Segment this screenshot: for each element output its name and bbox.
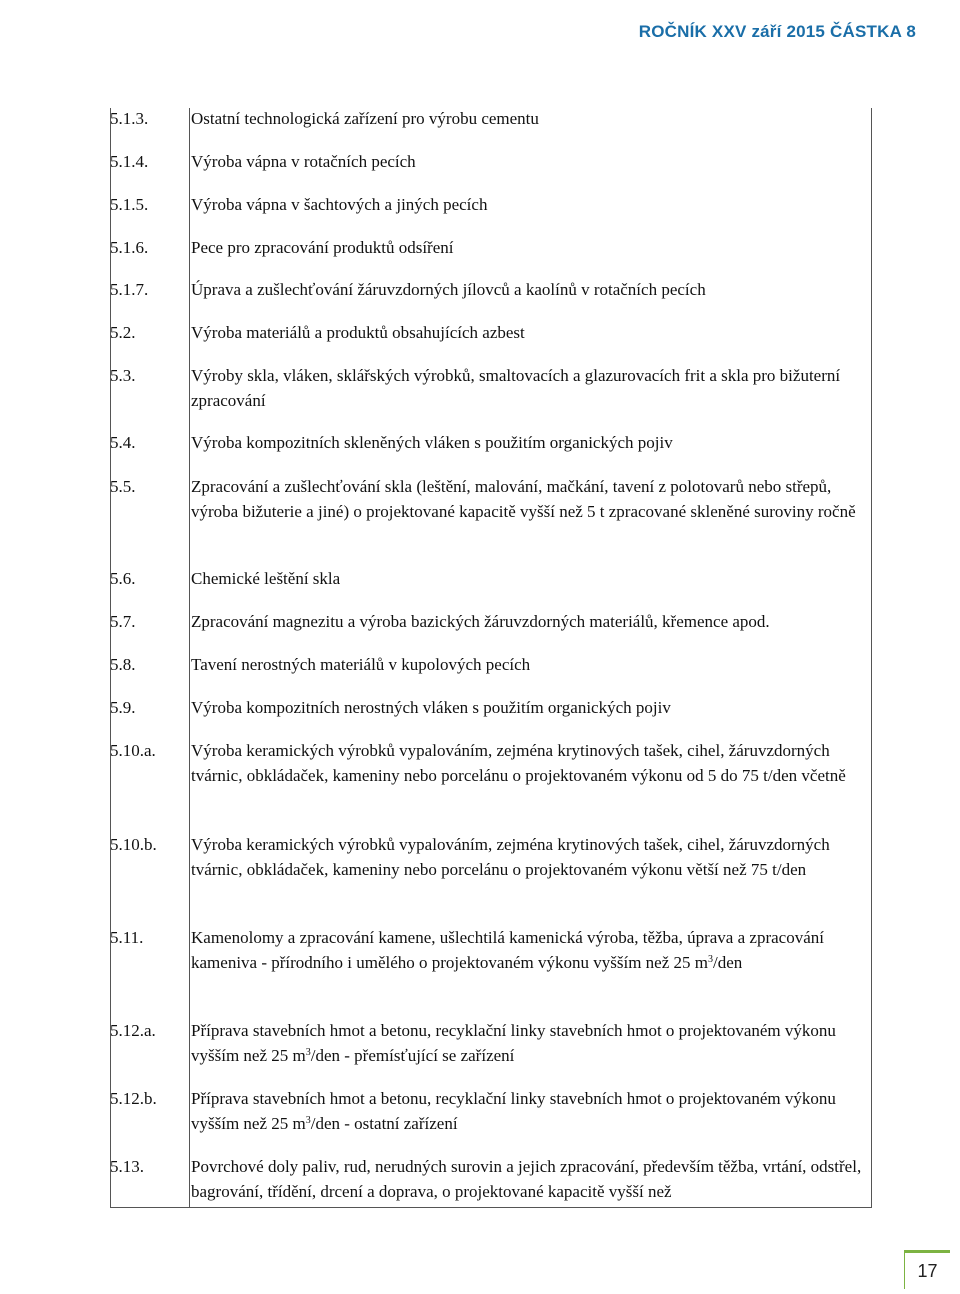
- row-number: 5.5.: [110, 477, 136, 496]
- row-number: 5.7.: [110, 612, 136, 631]
- row-text: Výroby skla, vláken, sklářských výrobků, smaltovacích a glazurovacích frit a skla pro bižuterní zpracování: [191, 366, 841, 410]
- row-text: Výroba vápna v šachtových a jiných pecích: [191, 195, 488, 214]
- row-text: Povrchové doly paliv, rud, nerudných surovin a jejich zpracování, především těžba, vrtání, odstřel, bagrování, třídění, drcení a doprava, o projektované kapacitě vyšší než: [191, 1157, 862, 1201]
- row-text: Kamenolomy a zpracování kamene, ušlechtilá kamenická výroba, těžba, úprava a zpracování kameniva - přírodního i umělého o projektovaném výkonu vyšším než 25 $m^3$/den: [191, 928, 824, 972]
- row-number: 5.11.: [110, 928, 144, 947]
- row-number: 5.9.: [110, 698, 136, 717]
- row-number: 5.12.a.: [110, 1021, 156, 1040]
- row-text: Příprava stavebních hmot a betonu, recyklační linky stavebních hmot o projektovaném výkonu vyšším než 25 $m^3$/den - ostatní zařízení: [191, 1089, 836, 1133]
- row-number: 5.4.: [110, 433, 136, 452]
- row-number: 5.13.: [110, 1157, 144, 1176]
- row-text: Výroba keramických výrobků vypalováním, zejména krytinových tašek, cihel, žáruvzdorných tvárnic, obkládaček, kameniny nebo porcelánu o projektovaném výkonu od 5 do 75 t/den včetně: [191, 741, 846, 785]
- row-text: Tavení nerostných materiálů v kupolových pecích: [191, 655, 531, 674]
- row-number: 5.1.6.: [110, 238, 149, 257]
- row-number: 5.6.: [110, 569, 136, 588]
- row-text: Výroba materiálů a produktů obsahujících azbest: [191, 323, 525, 342]
- row-text: Zpracování a zušlechťování skla (leštění, malování, mačkání, tavení z polotovarů nebo střepů, výroba bižuterie a jiné) o projektované kapacitě vyšší než 5 t zpracované skleněné suroviny ročně: [191, 477, 856, 521]
- row-number: 5.1.3.: [110, 109, 149, 128]
- row-text: Ostatní technologická zařízení pro výrobu cementu: [191, 109, 539, 128]
- row-text: Výroba kompozitních nerostných vláken s použitím organických pojiv: [191, 698, 671, 717]
- row-number: 5.1.4.: [110, 152, 149, 171]
- page-header-title: ROČNÍK XXV září 2015 ČÁSTKA 8: [638, 22, 916, 41]
- row-text: Zpracování magnezitu a výroba bazických žáruvzdorných materiálů, křemence apod.: [191, 612, 770, 631]
- row-text: Výroba vápna v rotačních pecích: [191, 152, 416, 171]
- row-number: 5.12.b.: [110, 1089, 157, 1108]
- row-number: 5.1.7.: [110, 280, 149, 299]
- row-text: Výroba kompozitních skleněných vláken s použitím organických pojiv: [191, 433, 673, 452]
- table-column-divider: [189, 108, 190, 1208]
- page-number: 17: [904, 1253, 950, 1289]
- row-number: 5.8.: [110, 655, 136, 674]
- row-text: Úprava a zušlechťování žáruvzdorných jílovců a kaolínů v rotačních pecích: [191, 280, 706, 299]
- row-number: 5.3.: [110, 366, 136, 385]
- row-text: Výroba keramických výrobků vypalováním, zejména krytinových tašek, cihel, žáruvzdorných tvárnic, obkládaček, kameniny nebo porcelánu o projektovaném výkonu větší než 75 t/den: [191, 835, 830, 879]
- row-text: Příprava stavebních hmot a betonu, recyklační linky stavebních hmot o projektovaném výkonu vyšším než 25 $m^3$/den - přemísťující se zařízení: [191, 1021, 836, 1065]
- row-text: Pece pro zpracování produktů odsíření: [191, 238, 454, 257]
- row-number: 5.10.a.: [110, 741, 156, 760]
- row-text: Chemické leštění skla: [191, 569, 341, 588]
- row-number: 5.1.5.: [110, 195, 149, 214]
- row-number: 5.2.: [110, 323, 136, 342]
- row-number: 5.10.b.: [110, 835, 157, 854]
